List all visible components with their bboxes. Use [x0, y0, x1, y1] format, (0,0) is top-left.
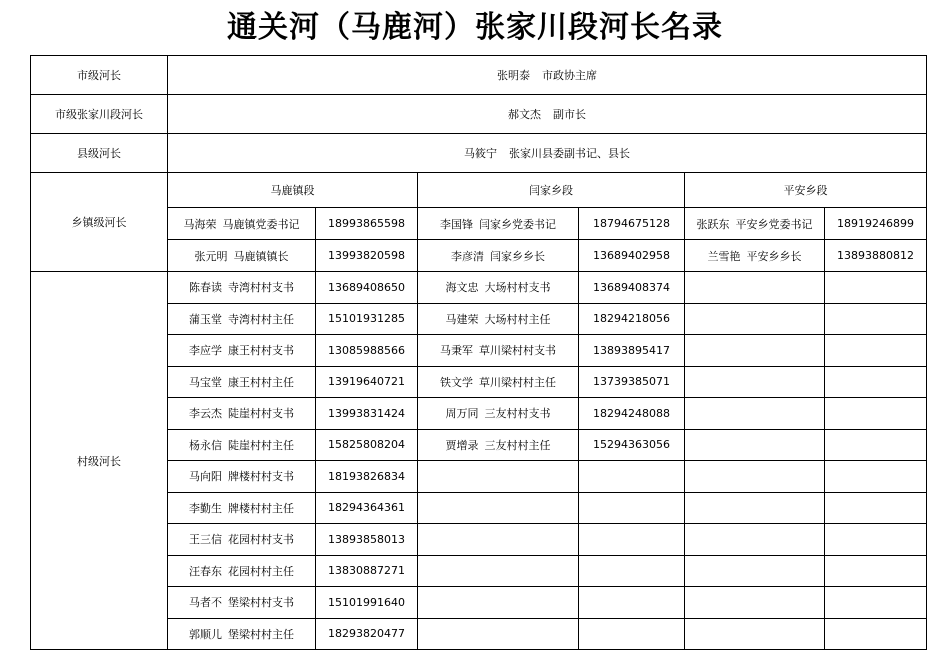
- person-role: 大场村村主任: [484, 312, 551, 326]
- person-role: 牌楼村村主任: [228, 501, 294, 515]
- row-label: 村级河长: [31, 272, 168, 650]
- person-role: 闫家乡党委书记: [479, 217, 556, 231]
- name-role-cell: [685, 240, 825, 272]
- empty-cell: [685, 555, 825, 587]
- person-role: 寺湾村村主任: [228, 312, 294, 326]
- person-name: 马向阳: [189, 470, 222, 484]
- name-role-cell: [168, 524, 316, 556]
- person-role: 平安乡乡长: [746, 249, 802, 263]
- phone-cell: 13830887271: [316, 555, 418, 587]
- empty-cell: [685, 461, 825, 493]
- person-name: 海文忠: [445, 281, 479, 295]
- phone-cell: 13893880812: [825, 240, 927, 272]
- person-name: 马海荣: [183, 217, 217, 231]
- empty-cell: [825, 335, 927, 367]
- name-role-cell: [168, 366, 316, 398]
- person-name: 陈春读: [189, 281, 222, 295]
- empty-cell: [825, 555, 927, 587]
- person-role: 大场村村支书: [484, 281, 551, 295]
- name-role-cell: [168, 429, 316, 461]
- name-role-cell: [168, 492, 316, 524]
- name-role-cell: [418, 208, 579, 240]
- person-role: 陡崖村村支书: [228, 407, 294, 421]
- phone-cell: 15101991640: [316, 587, 418, 619]
- person-name: 蒲玉堂: [189, 312, 222, 326]
- name-role-cell: [168, 208, 316, 240]
- chief-cell: [168, 95, 927, 134]
- empty-cell: [418, 587, 579, 619]
- empty-cell: [685, 618, 825, 650]
- person-name: 李云杰: [189, 407, 222, 421]
- name-role-cell: [418, 398, 579, 430]
- name-role-cell: [168, 618, 316, 650]
- person-name: 杨永信: [189, 438, 222, 452]
- phone-cell: 18294248088: [579, 398, 685, 430]
- person-name: 兰雪艳: [707, 249, 741, 263]
- person-name: 马宝堂: [189, 375, 222, 389]
- empty-cell: [579, 461, 685, 493]
- name-role-cell: [685, 208, 825, 240]
- empty-cell: [685, 335, 825, 367]
- phone-cell: 18794675128: [579, 208, 685, 240]
- empty-cell: [685, 366, 825, 398]
- person-role: 草川梁村村主任: [479, 375, 556, 389]
- person-role: 堡梁村村支书: [228, 596, 294, 610]
- person-name: 张元明: [194, 249, 228, 263]
- person-role: 康王村村主任: [228, 375, 294, 389]
- chief-name: 马筱宁: [464, 147, 498, 160]
- person-role: 马鹿镇党委书记: [222, 217, 300, 231]
- phone-cell: 13993831424: [316, 398, 418, 430]
- person-name: 铁文学: [440, 375, 473, 389]
- name-role-cell: [168, 335, 316, 367]
- phone-cell: 18919246899: [825, 208, 927, 240]
- village-chief-row: [31, 272, 927, 304]
- person-name: 马者不: [189, 596, 222, 610]
- person-name: 李应学: [189, 344, 222, 358]
- name-role-cell: [168, 398, 316, 430]
- phone-cell: 18294218056: [579, 303, 685, 335]
- empty-cell: [685, 492, 825, 524]
- row-label: 乡镇级河长: [31, 173, 168, 272]
- person-name: 李彦清: [451, 249, 484, 263]
- phone-cell: 13993820598: [316, 240, 418, 272]
- name-role-cell: [168, 461, 316, 493]
- phone-cell: 18294364361: [316, 492, 418, 524]
- person-role: 牌楼村村支书: [228, 470, 294, 484]
- empty-cell: [579, 618, 685, 650]
- empty-cell: [825, 461, 927, 493]
- section-header: 马鹿镇段: [168, 173, 418, 208]
- empty-cell: [418, 555, 579, 587]
- phone-cell: 15101931285: [316, 303, 418, 335]
- phone-cell: 15825808204: [316, 429, 418, 461]
- chief-position: 副市长: [553, 108, 587, 121]
- person-name: 马秉军: [440, 344, 473, 358]
- person-role: 陡崖村村主任: [228, 438, 294, 452]
- empty-cell: [685, 272, 825, 304]
- person-role: 康王村村支书: [228, 344, 294, 358]
- row-city-chief: [31, 56, 927, 95]
- chief-name: 郝文杰: [508, 108, 542, 121]
- phone-cell: 18993865598: [316, 208, 418, 240]
- person-role: 寺湾村村支书: [228, 281, 294, 295]
- chief-cell: [168, 134, 927, 173]
- empty-cell: [685, 303, 825, 335]
- empty-cell: [579, 587, 685, 619]
- person-role: 闫家乡乡长: [490, 249, 545, 263]
- empty-cell: [825, 618, 927, 650]
- name-role-cell: [418, 335, 579, 367]
- name-role-cell: [168, 303, 316, 335]
- empty-cell: [825, 398, 927, 430]
- person-name: 李国锋: [440, 217, 473, 231]
- empty-cell: [685, 429, 825, 461]
- name-role-cell: [418, 303, 579, 335]
- phone-cell: 13739385071: [579, 366, 685, 398]
- section-header: 平安乡段: [685, 173, 927, 208]
- empty-cell: [418, 461, 579, 493]
- phone-cell: 13689402958: [579, 240, 685, 272]
- phone-cell: 15294363056: [579, 429, 685, 461]
- chief-position: 张家川县委副书记、县长: [509, 147, 631, 160]
- empty-cell: [825, 272, 927, 304]
- empty-cell: [579, 492, 685, 524]
- row-county-chief: [31, 134, 927, 173]
- phone-cell: 13919640721: [316, 366, 418, 398]
- phone-cell: 13085988566: [316, 335, 418, 367]
- chief-name: 张明泰: [497, 69, 531, 82]
- person-name: 周万同: [445, 407, 479, 421]
- phone-cell: 18293820477: [316, 618, 418, 650]
- row-label: 市级张家川段河长: [31, 95, 168, 134]
- name-role-cell: [168, 555, 316, 587]
- person-role: 堡梁村村主任: [228, 627, 294, 641]
- person-role: 花园村村主任: [228, 564, 294, 578]
- empty-cell: [685, 524, 825, 556]
- person-role: 平安乡党委书记: [735, 217, 813, 231]
- empty-cell: [418, 618, 579, 650]
- name-role-cell: [418, 240, 579, 272]
- phone-cell: 13893858013: [316, 524, 418, 556]
- row-label: 市级河长: [31, 56, 168, 95]
- empty-cell: [418, 492, 579, 524]
- township-section-row: [31, 173, 927, 208]
- chief-position: 市政协主席: [542, 69, 598, 82]
- person-role: 草川梁村村支书: [479, 344, 556, 358]
- phone-cell: 13893895417: [579, 335, 685, 367]
- name-role-cell: [168, 240, 316, 272]
- empty-cell: [579, 524, 685, 556]
- person-name: 马建荣: [445, 312, 479, 326]
- page-title: 通关河（马鹿河）张家川段河长名录: [227, 10, 723, 45]
- person-role: 花园村村支书: [228, 533, 294, 547]
- person-role: 三友村村主任: [484, 438, 551, 452]
- person-name: 王三信: [189, 533, 222, 547]
- name-role-cell: [168, 272, 316, 304]
- name-role-cell: [418, 429, 579, 461]
- name-role-cell: [418, 366, 579, 398]
- empty-cell: [825, 524, 927, 556]
- person-name: 郭顺儿: [189, 627, 222, 641]
- phone-cell: 13689408650: [316, 272, 418, 304]
- person-name: 张跃东: [696, 217, 730, 231]
- phone-cell: 13689408374: [579, 272, 685, 304]
- empty-cell: [825, 492, 927, 524]
- row-label: 县级河长: [31, 134, 168, 173]
- empty-cell: [418, 524, 579, 556]
- phone-cell: 18193826834: [316, 461, 418, 493]
- empty-cell: [825, 303, 927, 335]
- name-role-cell: [418, 272, 579, 304]
- person-name: 李勤生: [189, 501, 222, 515]
- empty-cell: [825, 587, 927, 619]
- section-header: 闫家乡段: [418, 173, 685, 208]
- river-chief-table: [30, 55, 927, 650]
- person-role: 马鹿镇镇长: [233, 249, 289, 263]
- empty-cell: [825, 429, 927, 461]
- chief-cell: [168, 56, 927, 95]
- person-name: 汪春东: [189, 564, 222, 578]
- row-city-section-chief: [31, 95, 927, 134]
- empty-cell: [685, 398, 825, 430]
- person-role: 三友村村支书: [484, 407, 551, 421]
- name-role-cell: [168, 587, 316, 619]
- empty-cell: [579, 555, 685, 587]
- person-name: 贾增录: [445, 438, 479, 452]
- empty-cell: [685, 587, 825, 619]
- empty-cell: [825, 366, 927, 398]
